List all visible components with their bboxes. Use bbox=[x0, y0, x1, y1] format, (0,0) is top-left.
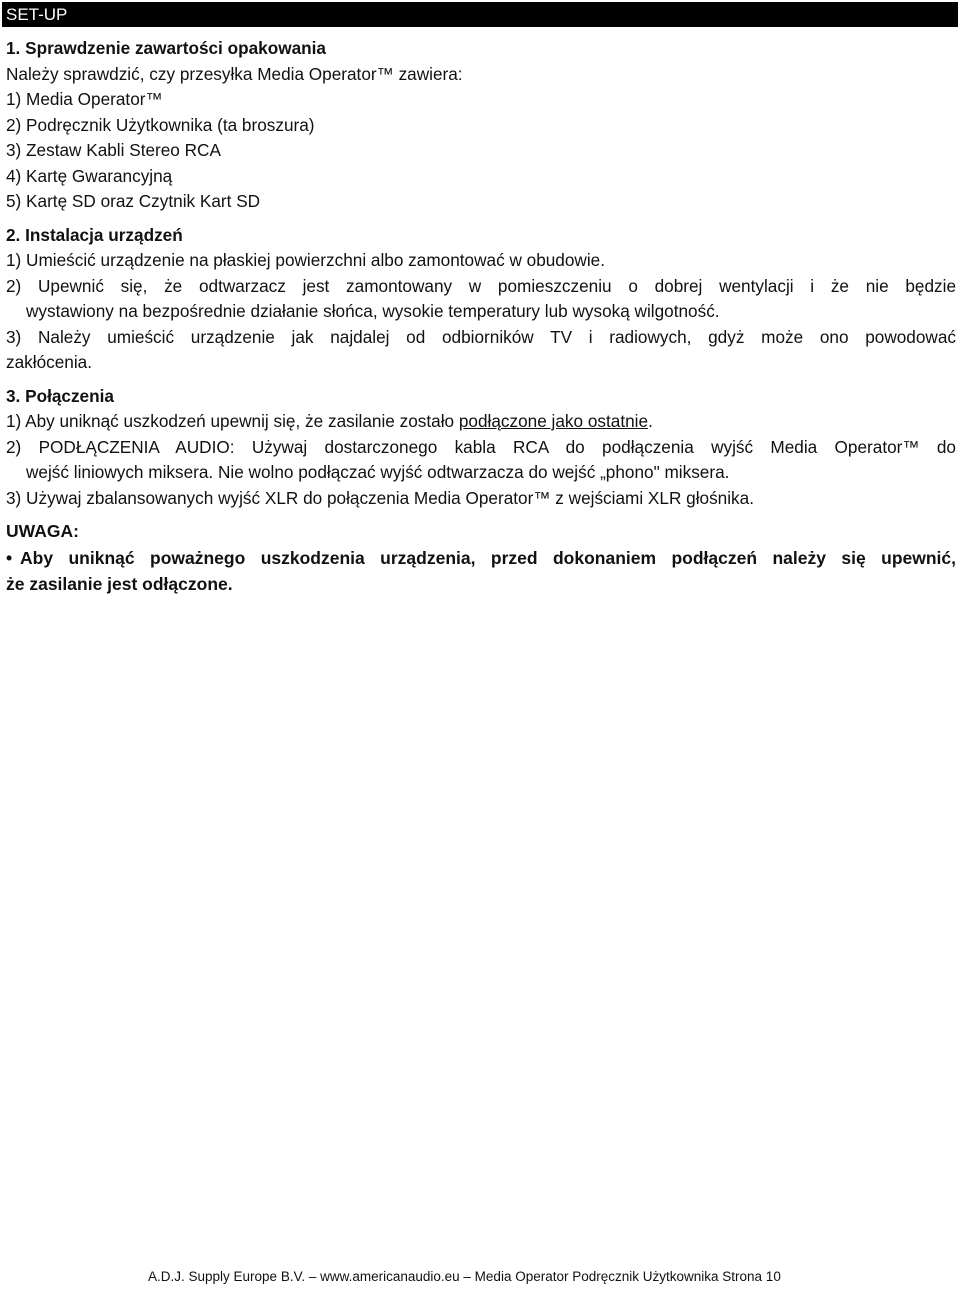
warning-line-1: Aby uniknąć poważnego uszkodzenia urządzenia, przed dokonaniem podłączeń należy się upewnić, bbox=[20, 547, 956, 568]
connection-step-2 bbox=[6, 435, 956, 486]
installation-step-3 bbox=[6, 325, 956, 376]
connection-step-3: 3) Używaj zbalansowanych wyjść XLR do połączenia Media Operator™ z wejściami XLR głośnika. bbox=[6, 487, 754, 508]
package-item: 1) Media Operator™ bbox=[6, 89, 163, 109]
warning-heading: UWAGA: bbox=[6, 521, 79, 541]
installation-step-2-line-1: 2) Upewnić się, że odtwarzacz jest zamontowany w pomieszczeniu o dobrej wentylacji i że nie będzie bbox=[6, 275, 956, 296]
connection-step-2-line-1: 2) PODŁĄCZENIA AUDIO: Używaj dostarczonego kabla RCA do podłączenia wyjść Media Operator™ do bbox=[6, 436, 956, 457]
section-1-heading: 1. Sprawdzenie zawartości opakowania bbox=[6, 38, 326, 58]
package-item: 4) Kartę Gwarancyjną bbox=[6, 165, 173, 186]
package-item: 5) Kartę SD oraz Czytnik Kart SD bbox=[6, 191, 261, 211]
connection-step-1 bbox=[6, 409, 956, 435]
warning-line-2: że zasilanie jest odłączone. bbox=[6, 573, 233, 594]
section-3-heading: 3. Połączenia bbox=[6, 385, 114, 406]
section-title: SET-UP bbox=[6, 5, 68, 24]
section-header-bar bbox=[2, 2, 958, 27]
warning-line-1-wrap bbox=[6, 545, 956, 571]
installation-step-1: 1) Umieścić urządzenie na płaskiej powierzchni albo zamontować w obudowie. bbox=[6, 250, 605, 270]
package-item: 2) Podręcznik Użytkownika (ta broszura) bbox=[6, 114, 315, 135]
section-2-heading: 2. Instalacja urządzeń bbox=[6, 224, 183, 245]
installation-step-2-line-2: wystawiony na bezpośrednie działanie słońca, wysokie temperatury lub wysoką wilgotność. bbox=[26, 301, 720, 321]
connection-step-1-underlined: podłączone jako ostatnie bbox=[458, 411, 649, 431]
page-footer: A.D.J. Supply Europe B.V. – www.americanaudio.eu – Media Operator Podręcznik Użytkownika Strona 10 bbox=[148, 1269, 781, 1284]
installation-step-2 bbox=[6, 274, 956, 325]
connection-step-1-period: . bbox=[648, 411, 653, 431]
installation-step-3-line-2: zakłócenia. bbox=[6, 352, 92, 372]
connection-step-1-text: 1) Aby uniknąć uszkodzeń upewnij się, że zasilanie zostało bbox=[6, 411, 459, 431]
document-body bbox=[6, 36, 956, 597]
package-item: 3) Zestaw Kabli Stereo RCA bbox=[6, 140, 221, 160]
connection-step-2-line-2: wejść liniowych miksera. Nie wolno podłączać wyjść odtwarzacza do wejść „phono" miksera. bbox=[26, 462, 730, 482]
warning-item bbox=[6, 545, 956, 597]
bullet-icon: • bbox=[6, 547, 13, 568]
section-1-intro: Należy sprawdzić, czy przesyłka Media Operator™ zawiera: bbox=[6, 63, 463, 84]
installation-step-3-line-1: 3) Należy umieścić urządzenie jak najdalej od odbiorników TV i radiowych, gdyż może ono powodować bbox=[6, 326, 956, 347]
